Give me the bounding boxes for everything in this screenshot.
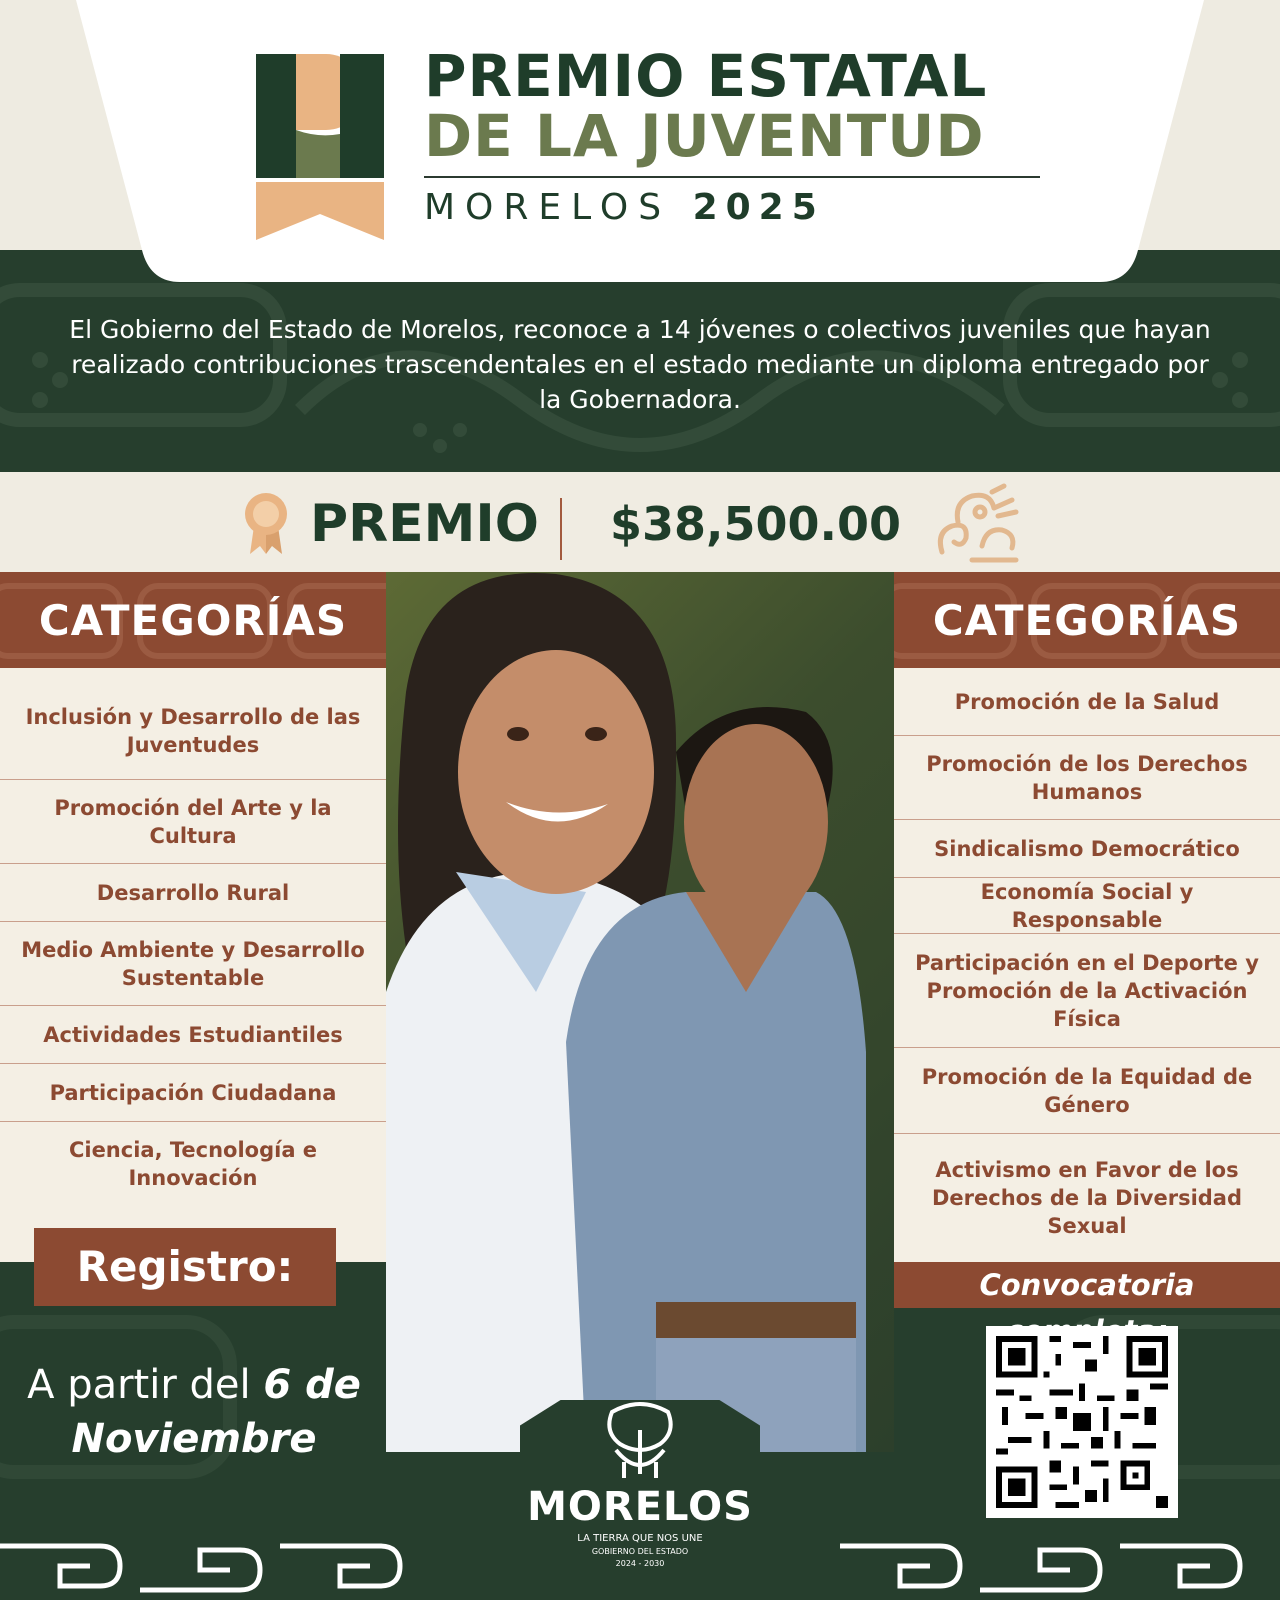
category-item: Activismo en Favor de los Derechos de la Diversidad Sexual [931, 1158, 1243, 1238]
title-place: MORELOS [424, 187, 672, 228]
registro-date [14, 1358, 374, 1466]
title-line-1: PREMIO ESTATAL [424, 42, 988, 110]
category-item: Promoción de la Equidad de Género [894, 1048, 1280, 1134]
right-categories-heading [894, 572, 1280, 668]
morelos-wordmark: MORELOS [527, 1484, 753, 1530]
category-item: Ciencia, Tecnología e Innovación [68, 1138, 318, 1190]
morelos-subtitle: GOBIERNO DEL ESTADO [591, 1547, 689, 1556]
category-item: Participación Ciudadana [0, 1064, 386, 1122]
left-categories-list [0, 668, 386, 1262]
category-item: Promoción de la Salud [894, 668, 1280, 736]
category-item: Promoción de los Derechos Humanos [894, 736, 1280, 820]
convocatoria-label: Convocatoria [894, 1262, 1280, 1308]
right-heading-text: CATEGORÍAS [932, 596, 1242, 645]
decorative-fret-left [0, 1536, 440, 1600]
prize-amount: $38,500.00 [610, 497, 902, 551]
morelos-tagline: LA TIERRA QUE NOS UNE [577, 1533, 703, 1544]
category-item: Promoción del Arte y la Cultura [0, 780, 386, 864]
category-item: Economía Social y Responsable [894, 878, 1280, 934]
title-line-2: DE LA JUVENTUD [424, 102, 985, 170]
registro-date-prefix: A partir del [27, 1362, 251, 1408]
intro-text: El Gobierno del Estado de Morelos, reconoce a 14 jóvenes o colectivos juveniles que hayan realizado contribuciones trascendentales en el estado mediante un diploma entregado por la Gobernadora. [69, 315, 1211, 414]
category-item: Desarrollo Rural [0, 864, 386, 922]
category-item: Participación en el Deporte y Promoción de la Activación Física [894, 934, 1280, 1048]
premio-logo-icon [256, 54, 384, 240]
registro-label: Registro: [34, 1228, 336, 1306]
left-categories-heading [0, 572, 386, 668]
category-item: Actividades Estudiantiles [0, 1006, 386, 1064]
title-line-3 [424, 186, 825, 230]
prize-divider [560, 498, 562, 560]
award-medal-icon [244, 492, 288, 554]
right-categories-list [894, 668, 1280, 1262]
decorative-fret-right [840, 1536, 1280, 1600]
left-heading-text: CATEGORÍAS [38, 596, 348, 645]
aztec-glyph-icon [932, 482, 1022, 566]
registro-date-value: 6 de Noviembre [71, 1362, 361, 1462]
youth-photo [386, 572, 894, 1452]
category-item: Inclusión y Desarrollo de las Juventudes [0, 668, 386, 780]
prize-label: PREMIO [310, 494, 539, 554]
qr-code[interactable] [986, 1326, 1178, 1518]
title-divider [424, 176, 1040, 178]
category-item: Medio Ambiente y Desarrollo Sustentable [0, 922, 386, 1006]
morelos-period: 2024 - 2030 [615, 1559, 665, 1568]
category-item: Sindicalismo Democrático [894, 820, 1280, 878]
title-year: 2025 [692, 187, 825, 228]
